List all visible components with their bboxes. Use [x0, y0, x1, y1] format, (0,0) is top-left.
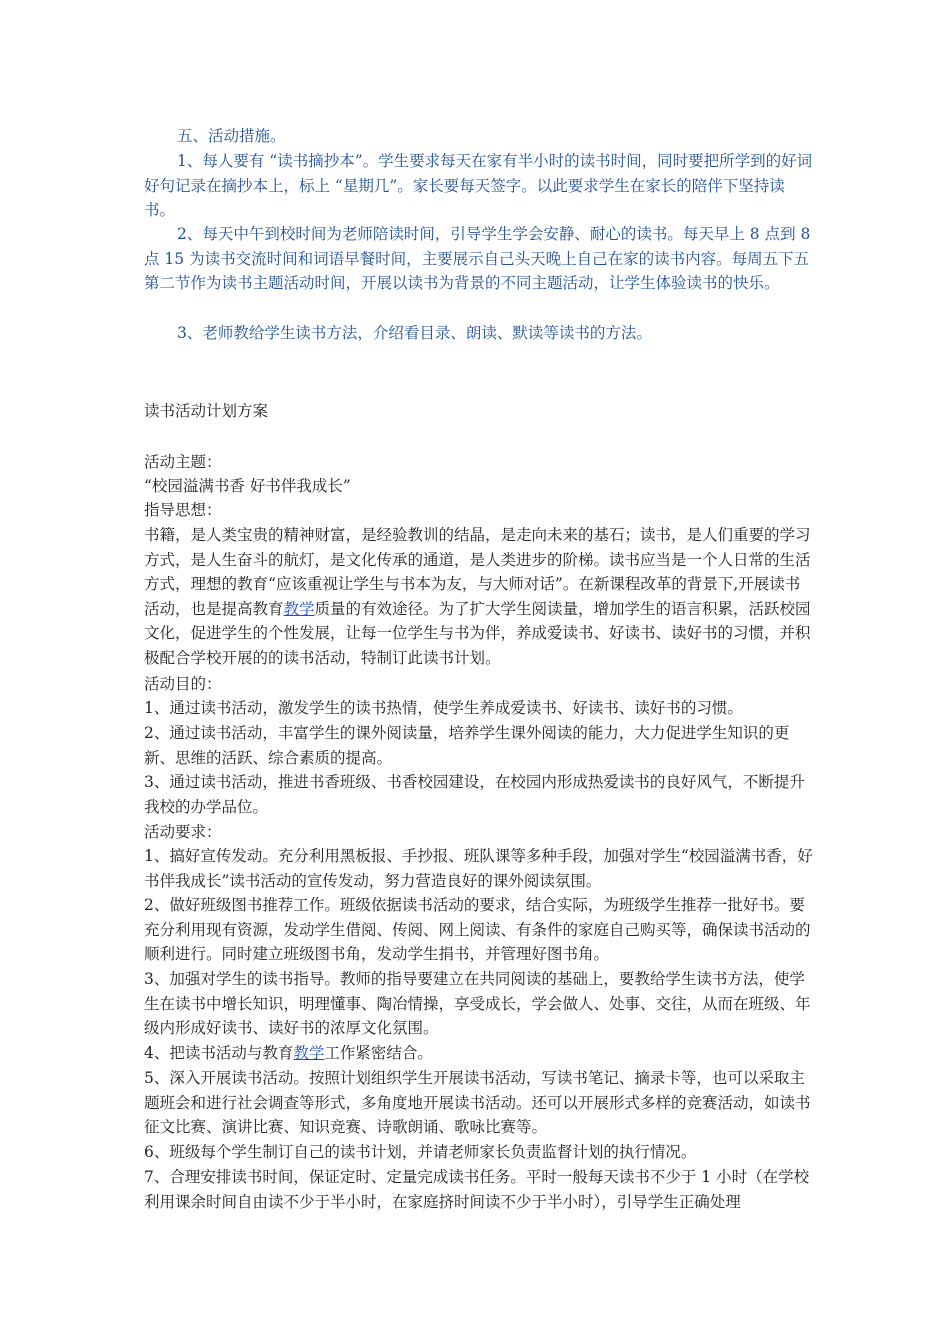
requirement-item-6: 6、班级每个学生制订自己的读书计划，并请老师家长负责监督计划的执行情况。 [144, 1143, 697, 1161]
guide-paragraph [144, 523, 814, 670]
requirement-item-2: 2、做好班级图书推荐工作。班级依据读书活动的要求，结合实际，为班级学生推荐一批好书。要充分利用现有资源，发动学生借阅、传阅、网上阅读、有条件的家庭自己购买等，确保读书活动的顺利进行。同时建立班级图书角，发动学生捐书，并管理好图书角。 [144, 896, 811, 963]
purpose-item-2: 2、通过读书活动，丰富学生的课外阅读量，培养学生课外阅读的能力，大力促进学生知识的更新、思维的活跃、综合素质的提高。 [144, 724, 790, 767]
requirements-label: 活动要求： [144, 823, 222, 841]
purpose-item-3: 3、通过读书活动，推进书香班级、书香校园建设，在校园内形成热爱读书的良好风气，不断提升我校的办学品位。 [144, 773, 805, 816]
teaching-link[interactable]: 教学 [293, 1044, 325, 1062]
education-link[interactable]: 教学 [283, 599, 315, 618]
theme-text: “校园溢满书香 好书伴我成长” [144, 477, 351, 495]
requirement-item-7: 7、合理安排读书时间，保证定时、定量完成读书任务。平时一般每天读书不少于 1 小时（在学校利用课余时间自由读不少于半小时，在家庭挤时间读不少于半小时），引导学生正确处理 [144, 1168, 810, 1211]
requirement-item-3: 3、加强对学生的读书指导。教师的指导要建立在共同阅读的基础上，要教给学生读书方法，使学生在读书中增长知识，明理懂事、陶冶情操，享受成长，学会做人、处事、交往，从而在班级、年级内形成好读书、读好书的浓厚文化氛围。 [144, 970, 811, 1037]
requirement-item-4 [144, 1041, 814, 1066]
req4-text-end: 工作紧密结合。 [324, 1044, 433, 1062]
section-five-item-3: 3、老师教给学生读书方法，介绍看目录、朗读、默读等读书的方法。 [177, 324, 652, 342]
guide-text-end: 质量的有效途径。为了扩大学生阅读量，增加学生的语言积累，活跃校园文化，促进学生的个性发展，让每一位学生与书为伴，养成爱读书、好读书、读好书的习惯，并积极配合学校开展的的读书活动，特制订此读书计划。 [144, 599, 811, 667]
theme-label: 活动主题： [144, 453, 222, 471]
guide-text-start: 书籍，是人类宝贵的精神财富，是经验教训的结晶，是走向未来的基石；读书，是人们重要的学习方式，是人生奋斗的航灯，是文化传承的通道，是人类进步的阶梯。读书应当是一个人日常的生活方式，理想的教育“应该重视让学生与书本为友，与大师对话”。在新课程改革的背景下,开展读书活动，也是提高教育 [144, 526, 811, 618]
plan-title: 读书活动计划方案 [144, 402, 269, 420]
requirement-item-1: 1、搞好宣传发动。充分利用黑板报、手抄报、班队课等多种手段，加强对学生“校园溢满书香，好书伴我成长”读书活动的宣传发动，努力营造良好的课外阅读氛围。 [144, 847, 813, 890]
req4-text-start: 4、把读书活动与教育 [144, 1044, 294, 1062]
purpose-label: 活动目的： [144, 675, 222, 693]
guide-label: 指导思想： [144, 501, 222, 519]
requirement-item-5: 5、深入开展读书活动。按照计划组织学生开展读书活动，写读书笔记、摘录卡等，也可以采取主题班会和进行社会调查等形式，多角度地开展读书活动。还可以开展形式多样的竞赛活动，如读书征文比赛、演讲比赛、知识竞赛、诗歌朗诵、歌咏比赛等。 [144, 1069, 811, 1136]
section-five-item-2: 2、每天中午到校时间为老师陪读时间，引导学生学会安静、耐心的读书。每天早上 8 点到 8 点 15 为读书交流时间和词语早餐时间，主要展示自己头天晚上自己在家的读书内容。每周五下五第二节作为读书主题活动时间，开展以读书为背景的不同主题活动，让学生体验读书的快乐。 [144, 225, 811, 292]
purpose-item-1: 1、通过读书活动，激发学生的读书热情，使学生养成爱读书、好读书、读好书的习惯。 [144, 699, 743, 717]
section-five-heading: 五、活动措施。 [177, 127, 286, 145]
section-five-item-1: 1、每人要有 “读书摘抄本”。学生要求每天在家有半小时的读书时间，同时要把所学到的好词好句记录在摘抄本上，标上 “星期几”。家长要每天签字。以此要求学生在家长的陪伴下坚持读书。 [144, 152, 813, 219]
